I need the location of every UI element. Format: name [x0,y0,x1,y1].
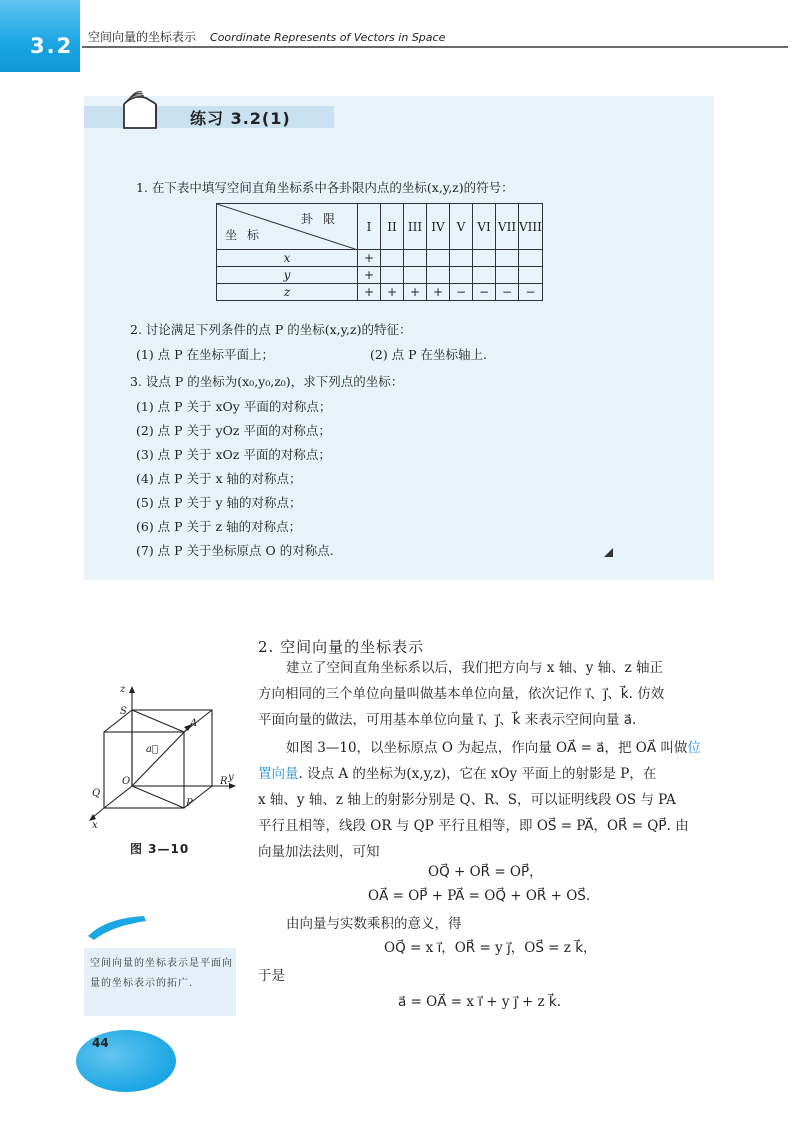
sign-cell: + [427,284,450,301]
sign-cell: + [358,267,381,284]
sign-cell [404,250,427,267]
end-marker-icon [604,548,613,557]
body-line: 平行且相等，线段 OR 与 QP 平行且相等，即 OS⃗ = PA⃗，OR⃗ = QP⃗. 由 [258,818,689,834]
sign-cell [519,250,543,267]
row-label: x [217,250,358,267]
octant-header: II [381,204,404,250]
body-line: 如图 3—10，以坐标原点 O 为起点，作向量 OA⃗ = a⃗，把 OA⃗ 叫做 [286,740,688,756]
sign-cell: − [519,284,543,301]
header-title-cn: 空间向量的坐标表示 [88,30,197,44]
label-z: z [120,684,126,695]
question-2: 2. 讨论满足下列条件的点 P 的坐标(x,y,z)的特征： [130,322,412,337]
question-3-item: (1) 点 P 关于 xOy 平面的对称点； [136,399,332,414]
header-coord-label: 坐标 [225,228,270,242]
octant-header: I [358,204,381,250]
body-line: 方向相同的三个单位向量叫做基本单位向量，依次记作 i⃗、j⃗、k⃗. 仿效 [258,686,665,702]
term-position-vector-end: 置向量 [258,766,299,782]
equation: OQ⃗ + OR⃗ = OP⃗， [428,864,543,880]
running-header [88,28,445,45]
equation: a⃗ = OA⃗ = x i⃗ + y j⃗ + z k⃗. [398,994,561,1010]
label-A: A [190,718,198,729]
question-2b: (2) 点 P 在坐标轴上. [370,347,488,362]
octant-header: III [404,204,427,250]
question-3-item: (2) 点 P 关于 yOz 平面的对称点； [136,423,331,438]
sign-cell [473,250,496,267]
header-rule [82,46,788,48]
body-line: x 轴、y 轴、z 轴上的射影分别是 Q、R、S，可以证明线段 OS 与 PA [258,792,676,808]
header-title-en: Coordinate Represents of Vectors in Space [210,31,446,44]
question-3-item: (5) 点 P 关于 y 轴的对称点； [136,495,302,510]
question-3-item: (7) 点 P 关于坐标原点 O 的对称点. [136,543,334,558]
sign-cell [381,250,404,267]
exercise-title: 练习 3.2(1) [190,109,291,128]
question-2a: (1) 点 P 在坐标平面上； [136,347,275,362]
body-line: 由向量与实数乘积的意义，得 [286,916,462,932]
octant-sign-table [216,203,543,301]
section-number: 3.2 [30,34,74,58]
coordinate-cube-figure [82,680,242,830]
figure-caption: 图 3—10 [130,842,190,856]
sign-cell [450,250,473,267]
octant-header: VI [473,204,496,250]
label-S: S [120,706,127,717]
table-row [217,250,543,267]
equation: OA⃗ = OP⃗ + PA⃗ = OQ⃗ + OR⃗ + OS⃗. [368,888,591,904]
sign-cell: + [404,284,427,301]
brush-stroke-icon [86,912,150,942]
open-book-icon [116,90,166,132]
label-a: a⃗ [146,744,158,755]
sign-cell [496,250,519,267]
octant-header: VII [496,204,519,250]
question-3-item: (3) 点 P 关于 xOz 平面的对称点； [136,447,331,462]
question-3-item: (6) 点 P 关于 z 轴的对称点； [136,519,302,534]
octant-header: V [450,204,473,250]
sign-cell: + [358,284,381,301]
term-position-vector-start: 位 [687,740,701,756]
section-heading: 2. 空间向量的坐标表示 [258,638,425,656]
question-1: 1. 在下表中填写空间直角坐标系中各卦限内点的坐标(x,y,z)的符号： [136,180,514,195]
body-line: 向量加法法则，可知 [258,844,380,860]
label-P: P [186,798,193,809]
sign-cell [519,267,543,284]
equation: OQ⃗ = x i⃗，OR⃗ = y j⃗，OS⃗ = z k⃗， [384,940,597,956]
body-line: 于是 [258,968,285,984]
sign-cell: − [450,284,473,301]
question-3-item: (4) 点 P 关于 x 轴的对称点； [136,471,302,486]
table-row [217,284,543,301]
octant-header: IV [427,204,450,250]
sign-cell [404,267,427,284]
header-octant-label: 卦限 [300,212,345,226]
side-note-text: 空间向量的坐标表示是平面向量的坐标表示的拓广. [90,958,233,989]
sign-cell [381,267,404,284]
label-Q: Q [92,788,101,799]
sign-cell [473,267,496,284]
sign-cell: + [381,284,404,301]
sign-cell [427,250,450,267]
row-label: z [217,284,358,301]
label-x: x [92,820,98,830]
table-row [217,267,543,284]
octant-header: VIII [519,204,543,250]
body-line-with-term [286,742,701,756]
label-R: R [220,776,228,787]
sign-cell [427,267,450,284]
row-label: y [217,267,358,284]
body-line: 建立了空间直角坐标系以后，我们把方向与 x 轴、y 轴、z 轴正 [286,660,664,676]
label-y: y [228,772,234,783]
body-line: 平面向量的做法，可用基本单位向量 i⃗、j⃗、k⃗ 来表示空间向量 a⃗. [258,712,637,728]
body-line-with-term [258,768,656,782]
sign-cell [496,267,519,284]
page-number-badge [76,1030,176,1092]
sign-cell: − [473,284,496,301]
page-number: 44 [92,1036,109,1050]
label-O: O [122,776,131,787]
sign-cell: − [496,284,519,301]
sign-cell: + [358,250,381,267]
body-line: . 设点 A 的坐标为(x,y,z)，它在 xOy 平面上的射影是 P，在 [298,766,657,782]
question-3: 3. 设点 P 的坐标为(x₀,y₀,z₀)，求下列点的坐标： [130,374,404,389]
sign-cell [450,267,473,284]
table-header-cell [217,204,358,250]
